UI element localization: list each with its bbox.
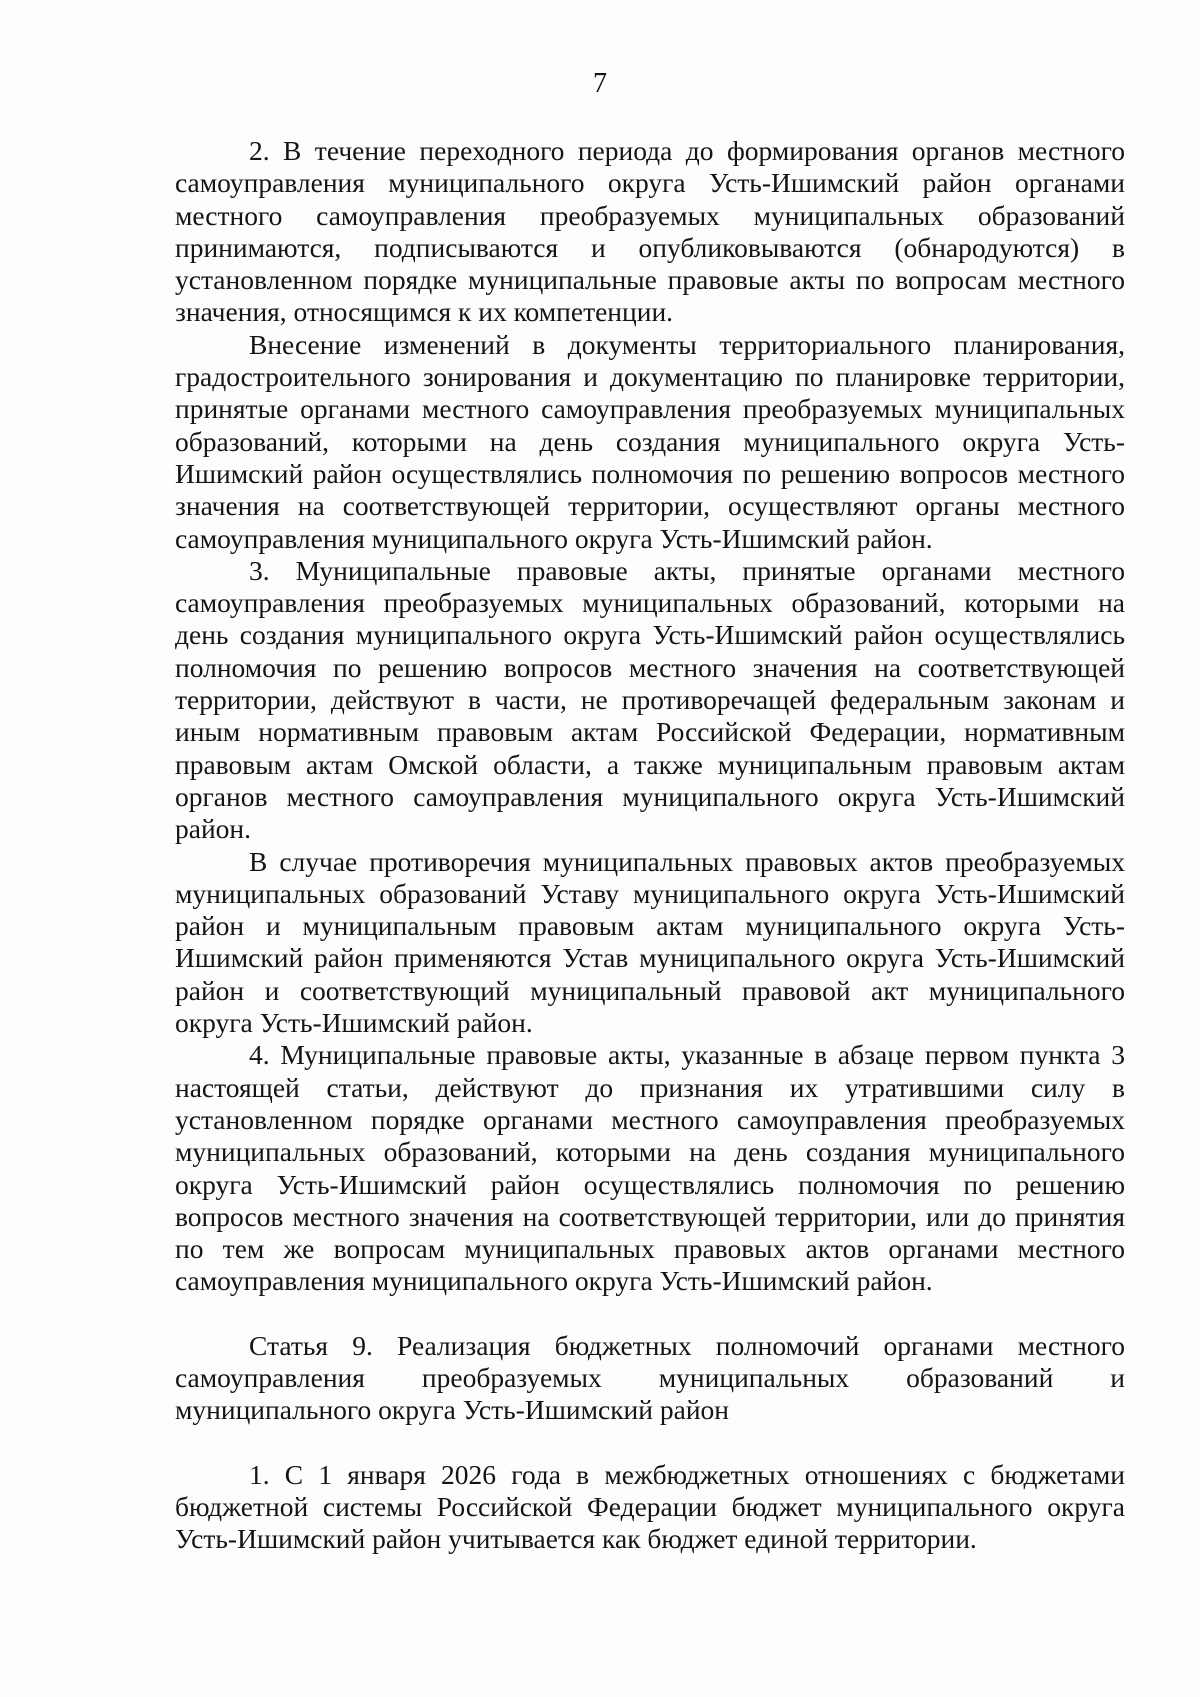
paragraph-contradiction: В случае противоречия муниципальных правовых актов преобразуемых муниципальных образований Уставу муниципального округа Усть-Ишимский район и муниципальным правовым актам муниципального округа Усть-Ишимский район применяются Устав муниципального округа Усть-Ишимский район и соответствующий муниципальный правовой акт муниципального округа Усть-Ишимский район.: [175, 845, 1125, 1039]
paragraph-article-9-clause-1: 1. С 1 января 2026 года в межбюджетных отношениях с бюджетами бюджетной системы Российской Федерации бюджет муниципального округа Усть-Ишимский район учитывается как бюджет единой территории.: [175, 1458, 1125, 1555]
paragraph-planning-changes: Внесение изменений в документы территориального планирования, градостроительного зонирования и документацию по планировке территории, принятые органами местного самоуправления преобразуемых муниципальных образований, которыми на день создания муниципального округа Усть-Ишимский район осуществлялись полномочия по решению вопросов местного значения на соответствующей территории, осуществляют органы местного самоуправления муниципального округа Усть-Ишимский район.: [175, 328, 1125, 554]
article-heading: Статья 9. Реализация бюджетных полномочий органами местного самоуправления преобразуемых муниципальных образований и муниципального округа Усть-Ишимский район: [175, 1329, 1125, 1426]
document-body: [175, 135, 1125, 1555]
paragraph-clause-4: 4. Муниципальные правовые акты, указанные в абзаце первом пункта 3 настоящей статьи, действуют до признания их утратившими силу в установленном порядке органами местного самоуправления преобразуемых муниципальных образований, которыми на день создания муниципального округа Усть-Ишимский район осуществлялись полномочия по решению вопросов местного значения на соответствующей территории, или до принятия по тем же вопросам муниципальных правовых актов органами местного самоуправления муниципального округа Усть-Ишимский район.: [175, 1039, 1125, 1297]
paragraph-clause-3: 3. Муниципальные правовые акты, принятые органами местного самоуправления преобразуемых муниципальных образований, которыми на день создания муниципального округа Усть-Ишимский район осуществлялись полномочия по решению вопросов местного значения на соответствующей территории, действуют в части, не противоречащей федеральным законам и иным нормативным правовым актам Российской Федерации, нормативным правовым актам Омской области, а также муниципальным правовым актам органов местного самоуправления муниципального округа Усть-Ишимский район.: [175, 554, 1125, 845]
page-number: 7: [593, 68, 607, 99]
paragraph-clause-2: 2. В течение переходного периода до формирования органов местного самоуправления муниципального округа Усть-Ишимский район органами местного самоуправления преобразуемых муниципальных образований принимаются, подписываются и опубликовываются (обнародуются) в установленном порядке муниципальные правовые акты по вопросам местного значения, относящимся к их компетенции.: [175, 135, 1125, 328]
